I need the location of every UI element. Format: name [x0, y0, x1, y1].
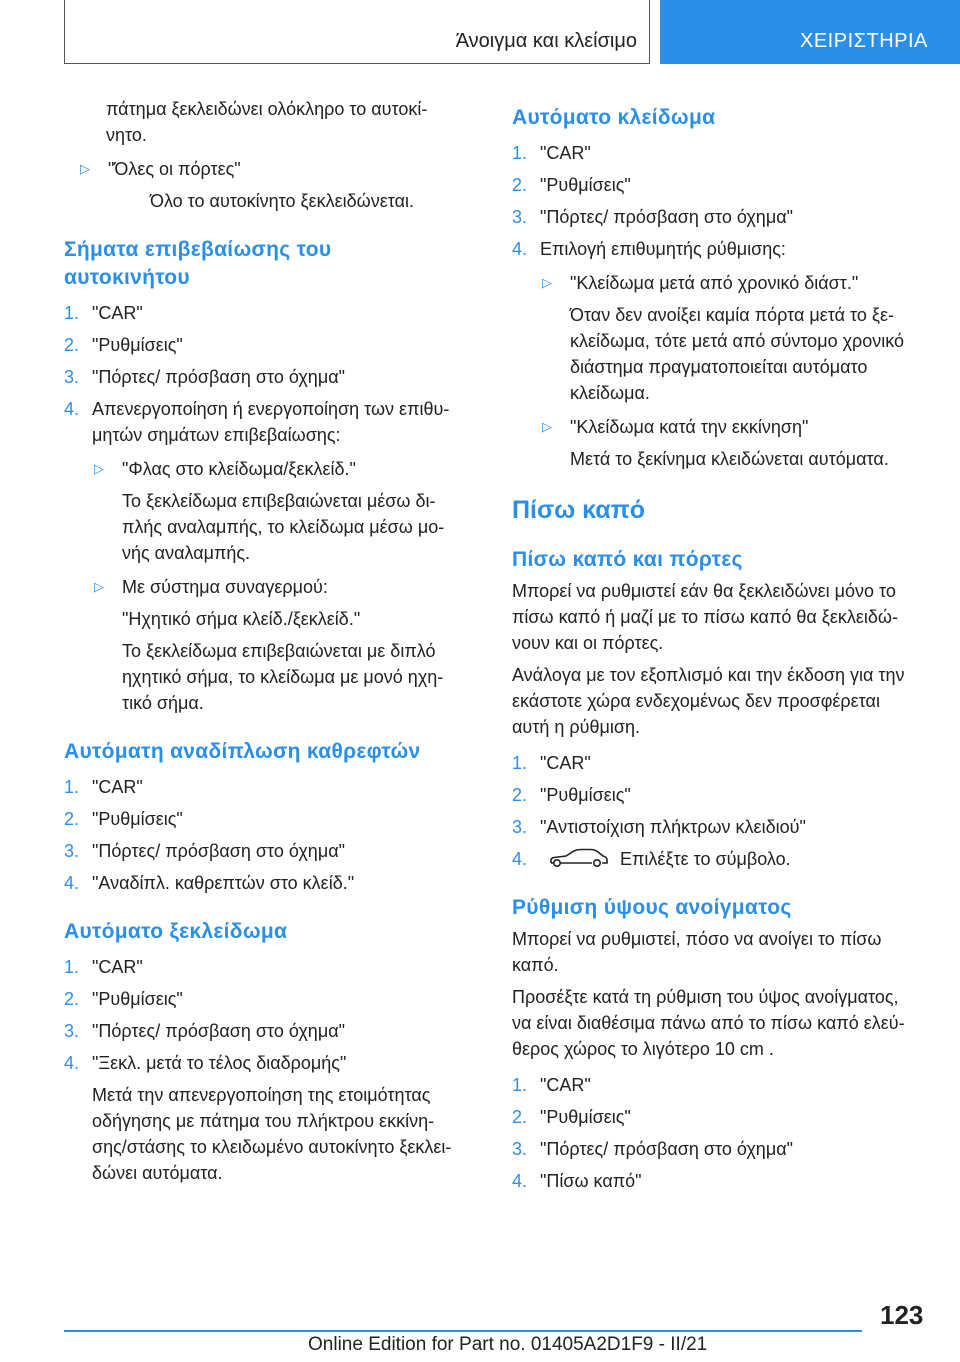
sec1-option-flash: ▷ "Φλας στο κλείδωμα/ξεκλείδ.": [64, 456, 484, 482]
sec3-description: Μετά την απενεργοποίηση της ετοιμότητας οδήγησης με πάτημα του πλήκτρου εκκίνη- σης/στάσης το κλειδωμένο αυτοκίνητο ξεκλει- δώνει αυτόματα.: [92, 1085, 452, 1183]
option-all-doors: ▷ "Όλες οι πόρτες": [64, 156, 484, 182]
section-title-confirmation-signals: Σήματα επιβεβαίωσης του αυτοκινήτου: [64, 238, 332, 289]
intro-continuation: πάτημα ξεκλειδώνει ολόκληρο το αυτοκί- νητο.: [106, 99, 428, 145]
sec6-paragraph-2: Προσέξτε κατά τη ρύθμιση του ύψος ανοίγματος, να είναι διαθέσιμα πάνω από το πίσω καπό ελεύ- θερος χώρος το λιγότερο 10 cm .: [512, 987, 905, 1059]
sec5-paragraph-2: Ανάλογα με τον εξοπλισμό και την έκδοση για την εκάστοτε χώρα ενδεχομένως δεν προσφέρεται αυτή η ρύθμιση.: [512, 665, 905, 737]
list-item: 1. "CAR": [64, 957, 143, 977]
footer-divider: [64, 1330, 862, 1332]
sec1-steps: [64, 300, 484, 448]
page-number: 123: [880, 1300, 924, 1330]
list-item: 3. "Πόρτες/ πρόσβαση στο όχημα": [64, 841, 345, 861]
sec4-option-start-desc: Μετά το ξεκίνημα κλειδώνεται αυτόματα.: [570, 449, 889, 469]
section-title-mirror-folding: Αυτόματη αναδίπλωση καθρεφτών: [64, 740, 421, 763]
list-item: 3. "Πόρτες/ πρόσβαση στο όχημα": [512, 207, 793, 227]
section-title-auto-lock: Αυτόματο κλείδωμα: [512, 106, 716, 129]
list-item: 3. "Αντιστοίχιση πλήκτρων κλειδιού": [512, 817, 806, 837]
list-item: 2. "Ρυθμίσεις": [64, 335, 183, 355]
list-item: 1. "CAR": [512, 1075, 591, 1095]
list-item: 1. "CAR": [64, 777, 143, 797]
list-item: 4. "Αναδίπλ. καθρεπτών στο κλείδ.": [64, 873, 355, 893]
list-item: 4. Απενεργοποίηση ή ενεργοποίηση των επιθυ- μητών σημάτων επιβεβαίωσης:: [64, 399, 450, 445]
list-item: 3. "Πόρτες/ πρόσβαση στο όχημα": [64, 1021, 345, 1041]
sec4-option-start: ▷ "Κλείδωμα κατά την εκκίνηση": [512, 414, 932, 440]
sec4-option-timed-desc: Όταν δεν ανοίξει καμία πόρτα μετά το ξε- κλείδωμα, τότε μετά από σύντομο χρονικό διάστημα πραγματοποιείται αυτόματο κλείδωμα.: [570, 305, 905, 403]
header-chapter-tab: [660, 0, 960, 64]
header-section-title: Άνοιγμα και κλείσιμο: [455, 30, 637, 52]
sec4-steps: [512, 140, 932, 262]
chapter-title-tailgate: Πίσω καπό: [512, 496, 646, 524]
option-all-doors-desc: Όλο το αυτοκίνητο ξεκλειδώνεται.: [150, 191, 415, 211]
list-item: 2. "Ρυθμίσεις": [64, 989, 183, 1009]
list-item: 2. "Ρυθμίσεις": [512, 785, 631, 805]
sec6-paragraph-1: Μπορεί να ρυθμιστεί, πόσο να ανοίγει το πίσω καπό.: [512, 929, 882, 975]
list-item: 2. "Ρυθμίσεις": [512, 1107, 631, 1127]
footer-edition: Online Edition for Part no. 01405A2D1F9 - II/21: [308, 1334, 708, 1355]
triangle-bullet-icon: ▷: [542, 275, 552, 290]
sec3-steps: [64, 954, 484, 1076]
section-title-opening-height: Ρύθμιση ύψους ανοίγματος: [512, 896, 792, 919]
header-section-box: [64, 0, 650, 64]
list-item: 1. "CAR": [512, 143, 591, 163]
list-item: 4. "Πίσω καπό": [512, 1171, 642, 1191]
list-item: 2. "Ρυθμίσεις": [512, 175, 631, 195]
sec6-steps: [512, 1072, 932, 1194]
list-item: 4. Επιλογή επιθυμητής ρύθμισης:: [512, 239, 786, 259]
header-chapter-label: ΧΕΙΡΙΣΤΗΡΙΑ: [800, 30, 928, 52]
sec2-steps: [64, 774, 484, 896]
sec5-steps: [512, 750, 932, 872]
left-column: [64, 96, 484, 1186]
sec1-option-alarm: ▷ Με σύστημα συναγερμού:: [64, 574, 484, 600]
triangle-bullet-icon: ▷: [94, 461, 104, 476]
sec1-option-alarm-sub: "Ηχητικό σήμα κλείδ./ξεκλείδ.": [122, 609, 361, 629]
sec4-option-timed: ▷ "Κλείδωμα μετά από χρονικό διάστ.": [512, 270, 932, 296]
list-item: 4. Επιλέξτε το σύμβολο.: [512, 849, 791, 869]
list-item: 1. "CAR": [512, 753, 591, 773]
sec5-paragraph-1: Μπορεί να ρυθμιστεί εάν θα ξεκλειδώνει μόνο το πίσω καπό ή μαζί με το πίσω καπό θα ξεκλειδώ- νουν και οι πόρτες.: [512, 581, 898, 653]
list-item: 1. "CAR": [64, 303, 143, 323]
triangle-bullet-icon: ▷: [94, 579, 104, 594]
section-title-auto-unlock: Αυτόματο ξεκλείδωμα: [64, 920, 288, 943]
list-item: 4. "Ξεκλ. μετά το τέλος διαδρομής": [64, 1053, 347, 1073]
section-title-tailgate-doors: Πίσω καπό και πόρτες: [512, 548, 743, 571]
list-item: 3. "Πόρτες/ πρόσβαση στο όχημα": [512, 1139, 793, 1159]
sec1-option-alarm-desc: Το ξεκλείδωμα επιβεβαιώνεται με διπλό ηχητικό σήμα, το κλείδωμα με μονό ηχη- τικό σήμα.: [122, 641, 444, 713]
triangle-bullet-icon: ▷: [80, 161, 90, 176]
list-item: 2. "Ρυθμίσεις": [64, 809, 183, 829]
triangle-bullet-icon: ▷: [542, 419, 552, 434]
car-symbol-icon: [548, 847, 610, 869]
right-column: [512, 96, 932, 1194]
sec1-option-flash-desc: Το ξεκλείδωμα επιβεβαιώνεται μέσω δι- πλής αναλαμπής, το κλείδωμα μέσω μο- νής αναλαμπής.: [122, 491, 445, 563]
list-item: 3. "Πόρτες/ πρόσβαση στο όχημα": [64, 367, 345, 387]
